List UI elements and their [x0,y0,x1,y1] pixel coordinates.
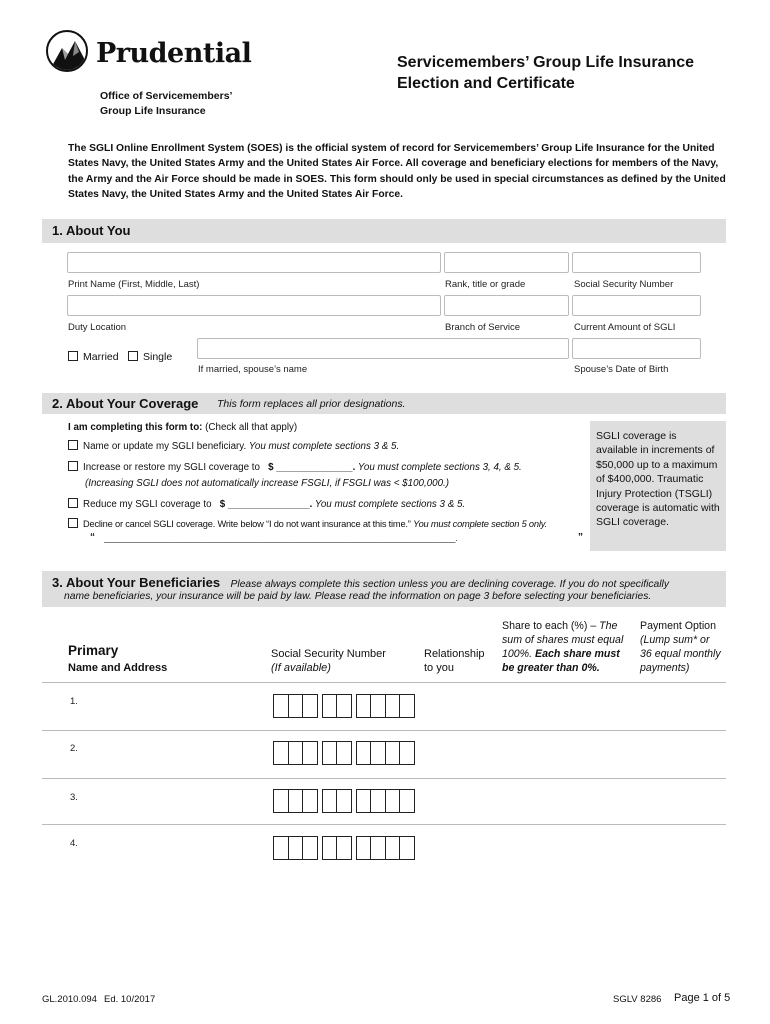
section-2-title: 2. About Your Coverage [52,396,199,411]
share-line-2: sum of shares must equal [502,634,624,646]
row-divider [42,778,726,779]
decline-coverage-checkbox[interactable] [68,518,78,528]
completing-heading [68,421,297,434]
ssn-digit-box[interactable] [399,694,415,718]
section-3-title: 3. About Your Beneficiaries [52,575,221,590]
prudential-rock-logo-icon [46,30,88,72]
share-line-1b: The [599,620,618,632]
title-line-2: Election and Certificate [397,75,575,92]
option-reduce-coverage[interactable] [68,498,465,511]
row-divider [42,730,726,731]
section-3-header [42,571,726,607]
beneficiary-ssn-boxes[interactable] [273,836,414,860]
opt1-instruction: You must complete sections 3 & 5. [248,441,400,452]
name-address-header: Name and Address [68,662,168,674]
payment-line-1: Payment Option [640,620,716,632]
quote-close: ” [578,532,583,543]
section-1-title: 1. About You [52,223,131,238]
share-header [502,619,623,675]
payment-line-3: 36 equal monthly [640,648,721,660]
beneficiary-ssn-boxes[interactable] [273,789,414,813]
rank-field[interactable] [444,252,569,273]
form-id: GL.2010.094 [42,994,97,1005]
married-checkbox[interactable] [68,351,78,361]
increase-amount-blank[interactable]: $ ______________. [268,462,356,473]
ssn-digit-box[interactable] [399,836,415,860]
share-line-1: Share to each (%) – [502,620,597,632]
opt2-text: Increase or restore my SGLI coverage to [83,462,260,473]
section-2-header [42,393,726,414]
spouse-dob-label: Spouse’s Date of Birth [574,364,669,375]
beneficiary-row-number: 3. [70,792,78,803]
reduce-amount-blank[interactable]: $ _______________. [219,499,313,510]
increase-coverage-checkbox[interactable] [68,461,78,471]
beneficiary-row-number: 1. [70,696,78,707]
completing-bold: I am completing this form to: [68,422,203,433]
duty-location-label: Duty Location [68,322,127,333]
beneficiary-ssn-boxes[interactable] [273,741,414,765]
section-3-note-2: name beneficiaries, your insurance will be paid by law. Please read the information on page 3 before selecting your beneficiaries. [64,591,652,602]
payment-line-4: payments) [640,662,690,674]
payment-line-2: (Lump sum* or [640,634,710,646]
ssn-column-header: Social Security Number [271,648,386,660]
payment-option-header [640,619,721,675]
ssn-column-note: (If available) [271,662,331,674]
relationship-header [424,647,485,675]
branch-field[interactable] [444,295,569,316]
share-line-4: be greater than 0%. [502,662,600,674]
section-3-title-line [52,574,669,592]
form-code: SGLV 8286 [613,994,662,1005]
title-line-1: Servicemembers’ Group Life Insurance [397,54,695,71]
ssn-field[interactable] [572,252,701,273]
opt4-instruction: You must complete section 5 only. [413,519,547,529]
brand-name: Prudential [96,38,252,69]
sgli-amount-field[interactable] [572,295,701,316]
beneficiary-row-number: 4. [70,838,78,849]
option-decline-coverage[interactable] [68,518,547,531]
beneficiary-row-number: 2. [70,743,78,754]
option-increase-coverage[interactable] [68,461,522,474]
spouse-name-field[interactable] [197,338,569,359]
opt3-text: Reduce my SGLI coverage to [83,499,212,510]
branch-label: Branch of Service [445,322,520,333]
rank-label: Rank, title or grade [445,279,526,290]
fsgli-note: (Increasing SGLI does not automatically increase FSGLI, if FSGLI was < $100,000.) [85,478,450,489]
share-line-3: 100%. [502,648,533,660]
relationship-line-1: Relationship [424,648,485,660]
primary-heading: Primary [68,643,119,658]
completing-rest: (Check all that apply) [202,422,298,433]
sgli-info-box: SGLI coverage is available in increments of $50,000 up to a maximum of $400,000. Traumatic Injury Protection (TSGLI) coverage is automatic with SGLI coverage. [590,421,726,551]
ssn-digit-box[interactable] [399,789,415,813]
opt4-text: Decline or cancel SGLI coverage. Write below “I do not want insurance at this time.” [83,519,414,529]
section-2-subtitle: This form replaces all prior designations. [217,398,406,410]
share-line-3b: Each share must [535,648,620,660]
quote-open: “ [90,532,95,543]
office-line-1: Office of Servicemembers’ [100,90,233,102]
document-title [397,52,694,94]
intro-paragraph: The SGLI Online Enrollment System (SOES) is the official system of record for Servicemembers’ Group Life Insurance for the United States Navy, the United States Army and the United States Air Force. All coverage and beneficiary elections for members of the Navy, the Army and the Air Force should be made in SOES. This form should only be used in special circumstances as defined by the United States Navy, the United States Army and the United States Air Force. [68,143,726,200]
married-label: Married [83,351,119,363]
sgli-amount-label: Current Amount of SGLI [574,322,676,333]
row-divider [42,682,726,683]
single-checkbox[interactable] [128,351,138,361]
spouse-dob-field[interactable] [572,338,701,359]
married-option[interactable] [68,351,119,364]
opt1-text: Name or update my SGLI beneficiary. [83,441,249,452]
print-name-field[interactable] [67,252,441,273]
single-label: Single [143,351,173,363]
page-number: Page 1 of 5 [674,992,731,1004]
ssn-digit-box[interactable] [399,741,415,765]
duty-location-field[interactable] [67,295,441,316]
opt3-instruction: You must complete sections 3 & 5. [312,499,466,510]
section-1-header [42,219,726,243]
reduce-coverage-checkbox[interactable] [68,498,78,508]
decline-statement-line[interactable]: _______________________________________________________________________________. [104,534,458,543]
single-option[interactable] [128,351,172,364]
update-beneficiary-checkbox[interactable] [68,440,78,450]
row-divider [42,824,726,825]
print-name-label: Print Name (First, Middle, Last) [68,279,200,290]
section-3-note-1: Please always complete this section unless you are declining coverage. If you do not specifically [230,579,669,590]
ssn-label: Social Security Number [574,279,674,290]
relationship-line-2: to you [424,662,454,674]
office-name [100,89,232,119]
office-line-2: Group Life Insurance [100,105,206,117]
beneficiary-ssn-boxes[interactable] [273,694,414,718]
opt2-instruction: You must complete sections 3, 4, & 5. [355,462,522,473]
edition: Ed. 10/2017 [104,994,156,1005]
option-update-beneficiary[interactable] [68,440,399,453]
spouse-name-label: If married, spouse’s name [198,364,308,375]
